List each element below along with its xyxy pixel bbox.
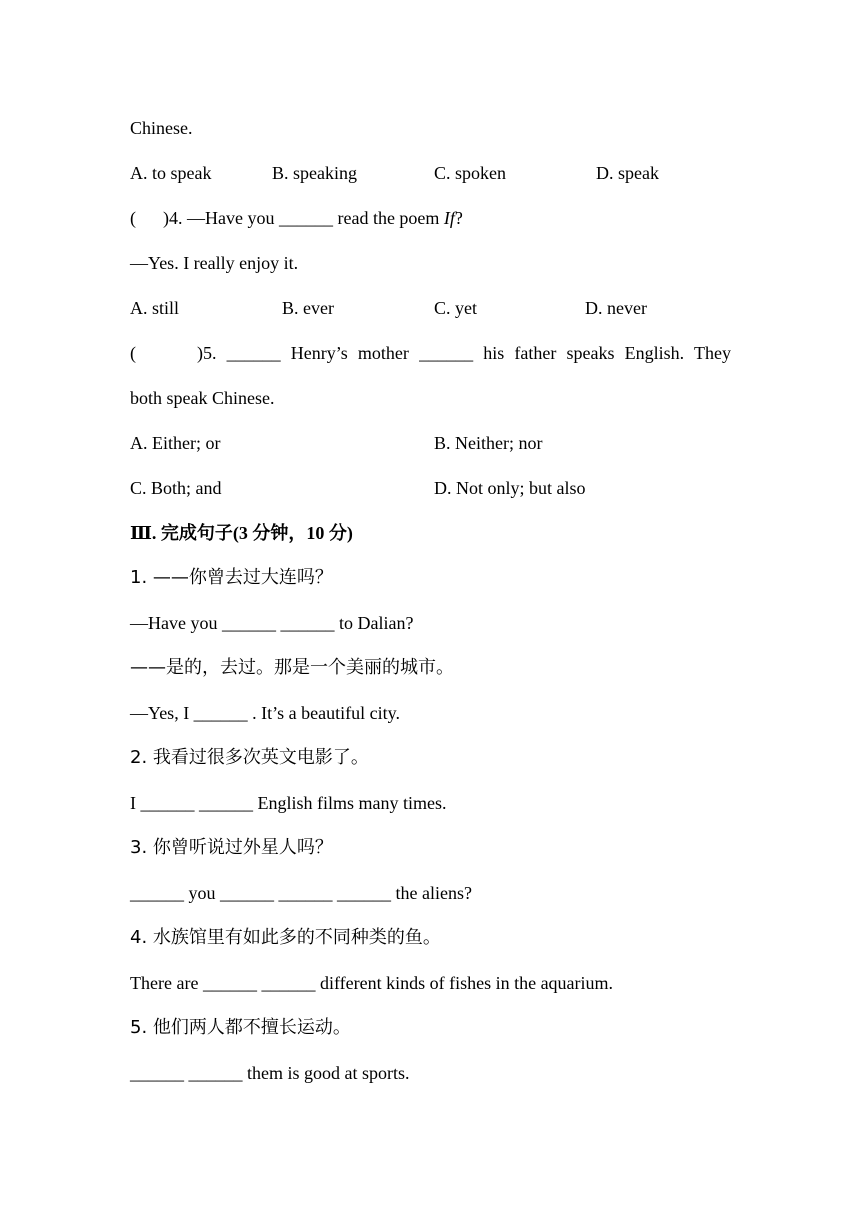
q4-option-c: C. yet: [434, 298, 477, 318]
q3-option-a: A. to speak: [130, 163, 212, 183]
q4-poem-title: If: [443, 208, 455, 228]
q5-option-d: D. Not only; but also: [434, 478, 586, 498]
s3-item2-en: I ______ ______ English films many times.: [130, 793, 447, 813]
q4-stem-start: ( )4. —Have you ______ read the poem: [130, 208, 444, 228]
q3-option-b: B. speaking: [272, 163, 357, 183]
s3-item5-en: ______ ______ them is good at sports.: [130, 1063, 410, 1083]
s3-item4-zh: 4. 水族馆里有如此多的不同种类的鱼。: [130, 927, 441, 948]
q3-stem-tail: Chinese.: [130, 118, 193, 138]
q4-option-d: D. never: [585, 298, 647, 318]
q5-option-c: C. Both; and: [130, 478, 222, 498]
s3-item1-reply-zh: ——是的，去过。那是一个美丽的城市。: [130, 657, 454, 678]
s3-item4-en: There are ______ ______ different kinds of fishes in the aquarium.: [130, 973, 614, 993]
q5-stem-tail: both speak Chinese.: [130, 388, 275, 408]
q4-reply: —Yes. I really enjoy it.: [130, 253, 299, 273]
q5-option-a: A. Either; or: [130, 433, 221, 453]
q4-option-b: B. ever: [282, 298, 334, 318]
s3-item3-zh: 3. 你曾听说过外星人吗？: [130, 837, 333, 858]
s3-item1-en: —Have you ______ ______ to Dalian?: [130, 613, 414, 633]
q4-option-a: A. still: [130, 298, 180, 318]
q3-option-c: C. spoken: [434, 163, 506, 183]
s3-item2-zh: 2. 我看过很多次英文电影了。: [130, 747, 369, 768]
s3-item3-en: ______ you ______ ______ ______ the aliens?: [130, 883, 472, 903]
q4-stem: [130, 207, 463, 229]
q4-stem-end: ?: [454, 208, 463, 228]
q3-option-d: D. speak: [596, 163, 659, 183]
s3-item1-zh: 1. ——你曾去过大连吗？: [130, 567, 333, 588]
q5-option-b: B. Neither; nor: [434, 433, 543, 453]
s3-item5-zh: 5. 他们两人都不擅长运动。: [130, 1017, 351, 1038]
q5-stem: ( )5. ______ Henry’s mother ______ his father speaks English. They: [130, 343, 731, 363]
section3-heading: Ⅲ. 完成句子(3 分钟，10 分): [130, 523, 353, 543]
s3-item1-reply-en: —Yes, I ______ . It’s a beautiful city.: [130, 703, 400, 723]
